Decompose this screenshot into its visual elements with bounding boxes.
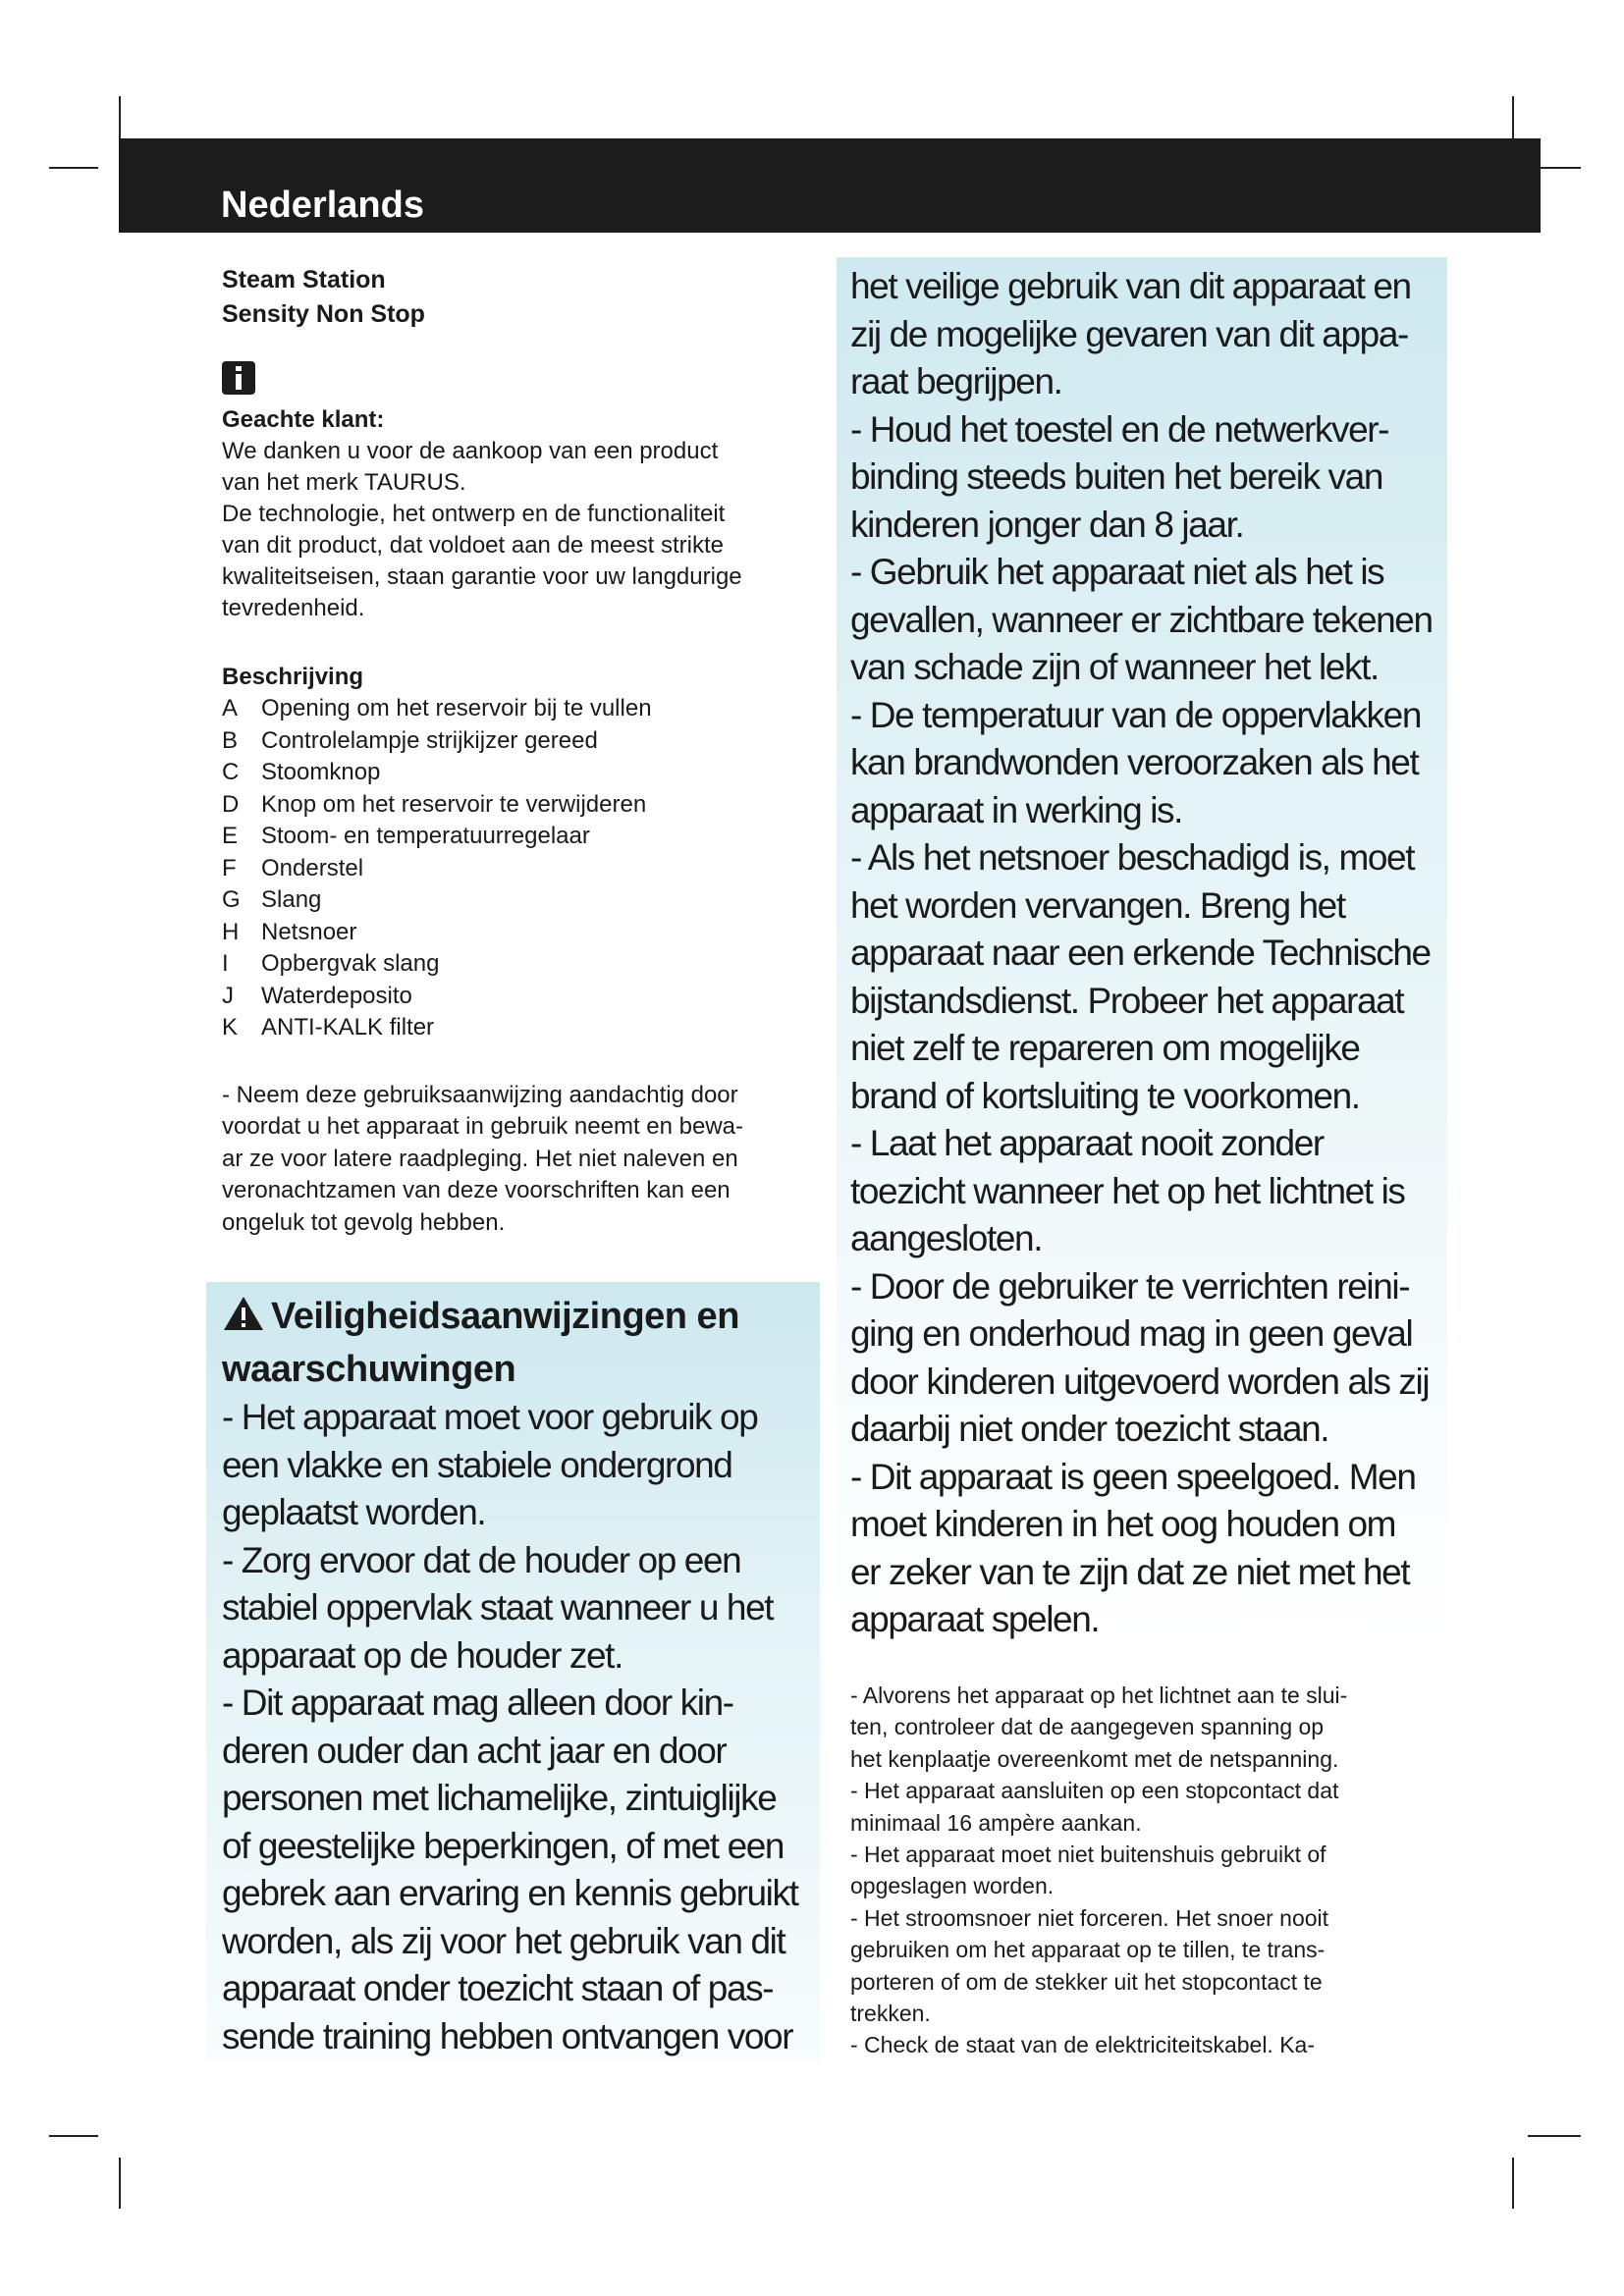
- safety-line: ging en onderhoud mag in geen geval: [850, 1313, 1413, 1354]
- safety-text-left: [222, 1394, 817, 2060]
- safety-content-left: [222, 1292, 817, 2060]
- safety-line: - Laat het apparaat nooit zonder: [850, 1123, 1324, 1163]
- instruction-line: - Het apparaat aansluiten op een stopcontact dat: [850, 1778, 1339, 1804]
- item-letter: K: [222, 1014, 239, 1041]
- list-item: [222, 725, 817, 758]
- list-item: [222, 981, 817, 1013]
- safety-line: apparaat in werking is.: [850, 789, 1182, 830]
- safety-line: deren ouder dan acht jaar en door: [222, 1730, 727, 1771]
- safety-line: - Dit apparaat is geen speelgoed. Men: [850, 1456, 1416, 1497]
- item-letter: E: [222, 823, 239, 849]
- list-item: [222, 821, 817, 853]
- safety-line: stabiel oppervlak staat wanneer u het: [222, 1587, 774, 1628]
- item-letter: I: [222, 950, 229, 977]
- list-item: [222, 789, 817, 822]
- greeting-label: Geachte klant:: [222, 406, 385, 433]
- instruction-line: - Check de staat van de elektriciteitskabel. Ka-: [850, 2032, 1316, 2058]
- safety-line: er zeker van te zijn dat ze niet met het: [850, 1551, 1410, 1592]
- safety-line: sende training hebben ontvangen voor: [222, 2015, 793, 2056]
- safety-line: binding steeds buiten het bereik van: [850, 456, 1383, 497]
- list-item: [222, 917, 817, 949]
- list-item: [222, 853, 817, 885]
- left-column: [222, 263, 817, 1239]
- safety-line: door kinderen uitgevoerd worden als zij: [850, 1361, 1430, 1402]
- list-item: [222, 1012, 817, 1044]
- crop-mark-top-left-horizontal: [49, 167, 98, 169]
- warning-triangle-icon: [222, 1295, 265, 1345]
- crop-mark-bottom-left-vertical: [119, 2158, 121, 2209]
- safety-line: - Gebruik het apparaat niet als het is: [850, 552, 1384, 592]
- safety-box-left: [206, 1282, 820, 2061]
- item-letter: D: [222, 790, 240, 818]
- safety-line: - Zorg ervoor dat de houder op een: [222, 1539, 741, 1580]
- greeting-line: We danken u voor de aankoop van een product: [222, 438, 719, 464]
- greeting-line: van dit product, dat voldoet aan de meest strikte: [222, 532, 724, 559]
- item-letter: B: [222, 726, 239, 754]
- safety-line: apparaat op de houder zet.: [222, 1634, 623, 1676]
- safety-line: - Door de gebruiker te verrichten reini-: [850, 1265, 1410, 1307]
- info-icon: [222, 361, 255, 395]
- item-letter: H: [222, 918, 240, 945]
- intro-line: ar ze voor latere raadpleging. Het niet naleven en: [222, 1145, 738, 1172]
- safety-text-right: [850, 263, 1445, 1644]
- instruction-line: - Het apparaat moet niet buitenshuis gebruikt of: [850, 1842, 1326, 1868]
- instruction-line: porteren of om de stekker uit het stopcontact te: [850, 1968, 1323, 1995]
- item-text: Slang: [261, 886, 322, 913]
- intro-line: - Neem deze gebruiksaanwijzing aandachtig door: [222, 1081, 738, 1108]
- safety-line: kan brandwonden veroorzaken als het: [850, 742, 1419, 782]
- safety-line: kinderen jonger dan 8 jaar.: [850, 504, 1244, 545]
- safety-line: - Als het netsnoer beschadigd is, moet: [850, 837, 1415, 878]
- safety-line: apparaat naar een erkende Technische: [850, 933, 1431, 973]
- list-item: [222, 948, 817, 981]
- safety-line: van schade zijn of wanneer het lekt.: [850, 647, 1379, 687]
- instruction-line: opgeslagen worden.: [850, 1873, 1055, 1899]
- item-text: Waterdeposito: [261, 982, 412, 1009]
- intro-line: veronachtzamen van deze voorschriften kan een: [222, 1177, 731, 1203]
- item-letter: J: [222, 982, 234, 1009]
- safety-line: apparaat onder toezicht staan of pas-: [222, 1968, 774, 2008]
- item-text: Stoom- en temperatuurregelaar: [261, 823, 590, 849]
- safety-line: een vlakke en stabiele ondergrond: [222, 1444, 732, 1485]
- safety-line: - De temperatuur van de oppervlakken: [850, 694, 1422, 735]
- crop-mark-bottom-right-vertical: [1512, 2158, 1514, 2209]
- greeting-text: [222, 436, 817, 624]
- intro-line: voordat u het apparaat in gebruik neemt en bewa-: [222, 1113, 744, 1140]
- greeting-line: kwaliteitseisen, staan garantie voor uw langdurige: [222, 563, 742, 590]
- item-text: ANTI-KALK filter: [261, 1014, 435, 1041]
- item-text: Opening om het reservoir bij te vullen: [261, 695, 652, 721]
- safety-line: toezicht wanneer het op het lichtnet is: [850, 1170, 1405, 1211]
- safety-line: - Houd het toestel en de netwerkver-: [850, 408, 1389, 450]
- safety-line: of geestelijke beperkingen, of met een: [222, 1825, 785, 1866]
- item-letter: C: [222, 759, 240, 785]
- greeting-line: De technologie, het ontwerp en de functionaliteit: [222, 501, 726, 527]
- item-text: Knop om het reservoir te verwijderen: [261, 790, 647, 818]
- safety-line: apparaat spelen.: [850, 1599, 1100, 1639]
- safety-line: gevallen, wanneer er zichtbare tekenen: [850, 599, 1433, 640]
- instruction-line: minimaal 16 ampère aankan.: [850, 1809, 1142, 1836]
- language-header-band: [119, 138, 1541, 233]
- safety-line: - Het apparaat moet voor gebruik op: [222, 1397, 758, 1437]
- item-letter: F: [222, 854, 237, 881]
- safety-line: bijstandsdienst. Probeer het apparaat: [850, 980, 1404, 1021]
- safety-line: - Dit apparaat mag alleen door kin-: [222, 1682, 733, 1723]
- safety-title-line1: Veiligheidsaanwijzingen en: [271, 1296, 739, 1337]
- safety-line: geplaatst worden.: [222, 1492, 486, 1532]
- additional-instructions: [850, 1680, 1445, 2061]
- safety-line: aangesloten.: [850, 1218, 1043, 1258]
- item-text: Controlelampje strijkijzer gereed: [261, 726, 598, 754]
- list-item: [222, 693, 817, 725]
- instruction-line: - Het stroomsnoer niet forceren. Het snoer nooit: [850, 1904, 1329, 1931]
- item-text: Stoomknop: [261, 759, 381, 785]
- item-letter: G: [222, 886, 241, 913]
- safety-line: het veilige gebruik van dit apparaat en: [850, 266, 1411, 306]
- safety-line: raat begrijpen.: [850, 361, 1062, 401]
- safety-line: niet zelf te repareren om mogelijke: [850, 1028, 1360, 1068]
- item-text: Opbergvak slang: [261, 950, 440, 977]
- safety-box-right: [837, 257, 1447, 1646]
- list-item: [222, 884, 817, 917]
- crop-mark-bottom-right-horizontal: [1528, 2135, 1581, 2137]
- instruction-line: - Alvorens het apparaat op het lichtnet aan te slui-: [850, 1682, 1348, 1708]
- safety-line: gebrek aan ervaring en kennis gebruikt: [222, 1873, 798, 1913]
- intro-line: ongeluk tot gevolg hebben.: [222, 1208, 506, 1236]
- safety-line: personen met lichamelijke, zintuiglijke: [222, 1778, 777, 1818]
- instruction-line: het kenplaatje overeenkomt met de netspanning.: [850, 1745, 1339, 1772]
- instruction-line: gebruiken om het apparaat op te tillen, te trans-: [850, 1937, 1326, 1963]
- safety-line: brand of kortsluiting te voorkomen.: [850, 1075, 1360, 1116]
- safety-line: worden, als zij voor het gebruik van dit: [222, 1920, 785, 1961]
- greeting-line: van het merk TAURUS.: [222, 469, 466, 496]
- item-text: Onderstel: [261, 854, 364, 881]
- safety-line: zij de mogelijke gevaren van dit appa-: [850, 313, 1408, 354]
- safety-heading: [222, 1292, 817, 1345]
- instruction-line: trekken.: [850, 2001, 931, 2027]
- safety-line: moet kinderen in het oog houden om: [850, 1504, 1396, 1544]
- list-item: [222, 757, 817, 789]
- item-text: Netsnoer: [261, 918, 357, 945]
- safety-title-line2: waarschuwingen: [222, 1349, 516, 1390]
- description-title: Beschrijving: [222, 664, 364, 690]
- intro-paragraph: [222, 1080, 817, 1240]
- safety-line: het worden vervangen. Breng het: [850, 884, 1345, 926]
- safety-line: daarbij niet onder toezicht staan.: [850, 1409, 1329, 1449]
- description-list: [222, 693, 817, 1044]
- language-title: Nederlands: [221, 185, 424, 226]
- product-name-line2: Sensity Non Stop: [222, 300, 425, 328]
- product-name-line1: Steam Station: [222, 266, 386, 294]
- instruction-line: ten, controleer dat de aangegeven spanning op: [850, 1714, 1325, 1740]
- crop-mark-bottom-left-horizontal: [49, 2135, 98, 2137]
- item-letter: A: [222, 695, 239, 721]
- greeting-line: tevredenheid.: [222, 595, 365, 621]
